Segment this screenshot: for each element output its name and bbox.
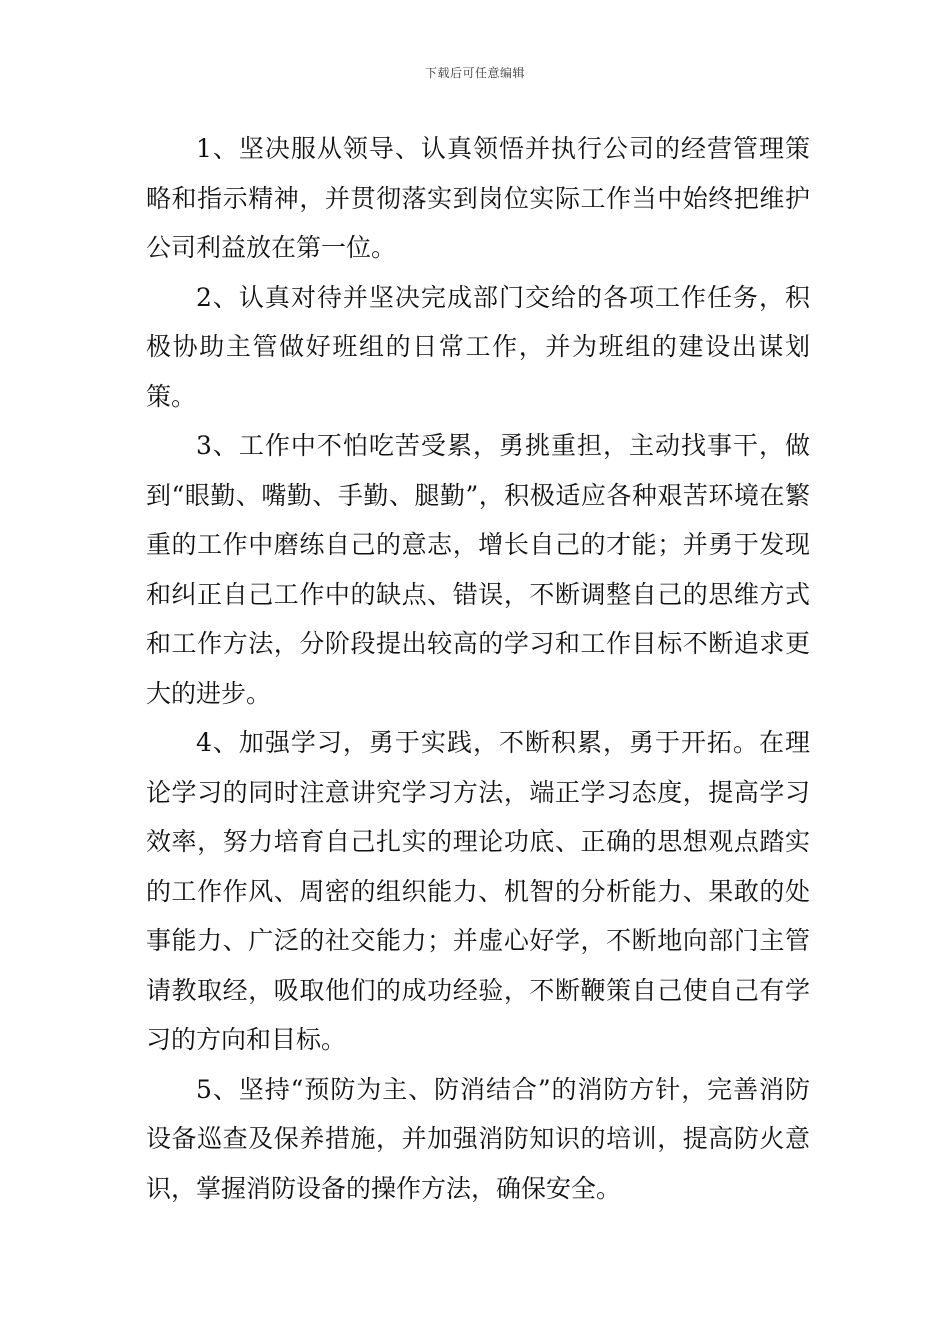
paragraph-5: 5、坚持“预防为主、防消结合”的消防方针，完善消防设备巡查及保养措施，并加强消防知识的培训，提高防火意识，掌握消防设备的操作方法，确保安全。 bbox=[146, 1074, 810, 1203]
paragraph-2: 2、认真对待并坚决完成部门交给的各项工作任务，积极协助主管做好班组的日常工作，并为班组的建设出谋划策。 bbox=[146, 282, 810, 411]
document-body bbox=[146, 124, 810, 1213]
paragraph-4: 4、加强学习，勇于实践，不断积累，勇于开拓。在理论学习的同时注意讲究学习方法，端正学习态度，提高学习效率，努力培育自己扎实的理论功底、正确的思想观点踏实的工作作风、周密的组织能力、机智的分析能力、果敢的处事能力、广泛的社交能力；并虚心好学，不断地向部门主管请教取经，吸取他们的成功经验，不断鞭策自己使自己有学习的方向和目标。 bbox=[146, 728, 810, 1054]
paragraph-3: 3、工作中不怕吃苦受累，勇挑重担，主动找事干，做到“眼勤、嘴勤、手勤、腿勤”，积极适应各种艰苦环境在繁重的工作中磨练自己的意志，增长自己的才能；并勇于发现和纠正自己工作中的缺点、错误，不断调整自己的思维方式和工作方法，分阶段提出较高的学习和工作目标不断追求更大的进步。 bbox=[146, 431, 810, 708]
paragraph-1: 1、坚决服从领导、认真领悟并执行公司的经营管理策略和指示精神，并贯彻落实到岗位实际工作当中始终把维护公司利益放在第一位。 bbox=[146, 134, 810, 262]
header-note: 下载后可任意编辑 bbox=[424, 66, 525, 80]
